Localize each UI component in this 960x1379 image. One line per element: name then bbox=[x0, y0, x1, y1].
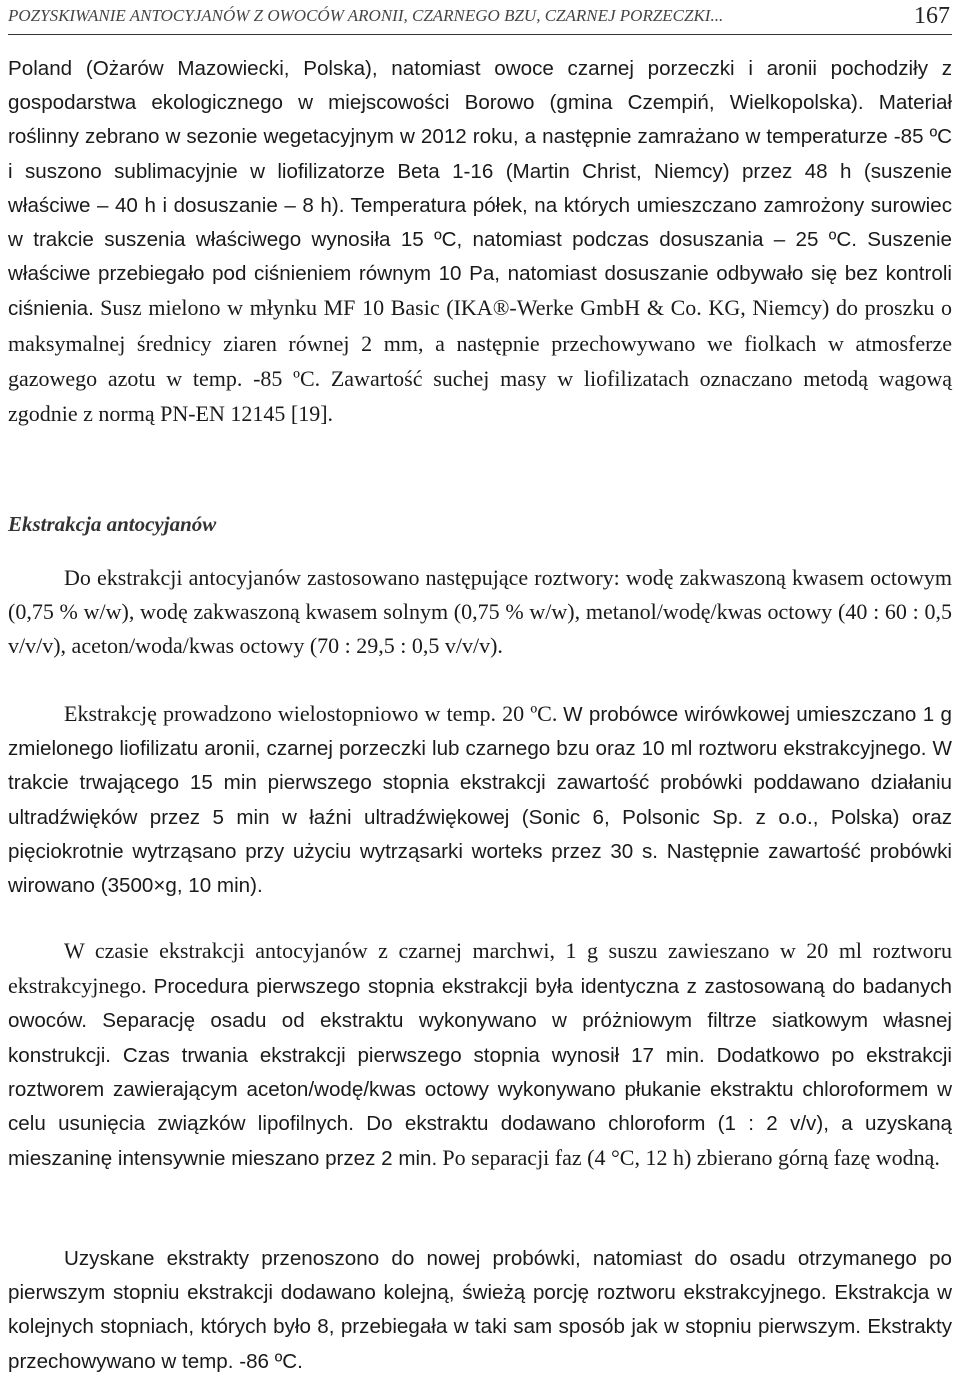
paragraph-extraction-steps: W probówce wirówkowej umieszczano 1 g zmielonego liofilizatu aronii, czarnej porzeczki lub czarnego bzu oraz 10 ml roztworu ekstrakcyjnego. W trakcie trwającego 15 min pierwszego stopnia ekstrakcji zawartość probówki poddawano działaniu ultradźwięków przez 5 min w łaźni ultradźwiękowej (Sonic 6, Polsonic Sp. z o.o., Polska) oraz pięciokrotnie wytrząsano przy użyciu wytrząsarki worteks przez 30 s. Następnie zawartość probówki wirowano (3500×g, 10 min). bbox=[8, 703, 953, 898]
paragraph-black-carrot-end: Po separacji faz (4 °C, 12 h) zbierano górną fazę wodną. bbox=[442, 1145, 940, 1171]
paragraph-solvents: Do ekstrakcji antocyjanów zastosowano następujące roztwory: wodę zakwaszoną kwasem octowym (0,75 % w/w), wodę zakwaszoną kwasem solnym (0,75 % w/w), metanol/wodę/kwas octowy (40 : 60 : 0,5 v/v/v), aceton/woda/kwas octowy (70 : 29,5 : 0,5 v/v/v). bbox=[8, 565, 952, 659]
paragraph-black-carrot-start: W czasie ekstrakcji antocyjanów z czarnej marchwi, 1 g suszu zawieszano w 20 ml roztworu ekstrakcyjnego. bbox=[8, 938, 952, 999]
paragraph-plant-material-drying: Poland (Ożarów Mazowiecki, Polska), natomiast owoce czarnej porzeczki i aronii pochodziły z gospodarstwa ekologicznego w miejscowości Borowo (gmina Czempiń, Wielkopolska). Materiał roślinny zebrano w sezonie wegetacyjnym w 2012 roku, a następnie zamrażano w temperaturze -85 ºC i suszono sublimacyjnie w liofilizatorze Beta 1-16 (Martin Christ, Niemcy) przez 48 h (suszenie właściwe – 40 h i dosuszanie – 8 h). Temperatura półek, na których umieszczano zamrożony surowiec w trakcie suszenia właściwego wynosiła 15 ºC, natomiast podczas dosuszania – 25 ºC. Suszenie właściwe przebiegało pod ciśnieniem równym 10 Pa, natomiast dosuszanie odbywało się bez kontroli ciśnienia. bbox=[8, 57, 952, 321]
paragraph-extraction-temperature: Ekstrakcję prowadzono wielostopniowo w temp. 20 ºC. bbox=[64, 701, 558, 726]
paragraph-extraction-procedure bbox=[8, 697, 952, 903]
running-title: POZYSKIWANIE ANTOCYJANÓW Z OWOCÓW ARONII, CZARNEGO BZU, CZARNEJ PORZECZKI... bbox=[8, 6, 724, 25]
paragraph-plant-material bbox=[8, 52, 952, 432]
running-header bbox=[8, 0, 952, 35]
paragraph-extract-storage: Uzyskane ekstrakty przenoszono do nowej probówki, natomiast do osadu otrzymanego po pierwszym stopniu ekstrakcji dodawano kolejną, świeżą porcję roztworu ekstrakcyjnego. Ekstrakcja w kolejnych stopniach, których było 8, przebiegała w taki sam sposób jak w stopniu pierwszym. Ekstrakty przechowywano w temp. -86 ºC. bbox=[8, 1247, 952, 1373]
page-number: 167 bbox=[914, 3, 950, 29]
document-page bbox=[8, 0, 952, 1379]
paragraph-black-carrot bbox=[8, 934, 952, 1176]
paragraph-black-carrot-procedure: Procedura pierwszego stopnia ekstrakcji była identyczna z zastosowaną do badanych owoców. Separację osadu od ekstraktu wykonywano w próżniowym filtrze siatkowym własnej konstrukcji. Czas trwania ekstrakcji pierwszego stopnia wynosił 17 min. Dodatkowo po ekstrakcji roztworem zawierającym aceton/wodę/kwas octowy wykonywano płukanie ekstraktu chloroformem w celu usunięcia związków lipofilnych. Do ekstraktu dodawano chloroform (1 : 2 v/v), a uzyskaną mieszaninę intensywnie mieszano przez 2 min. bbox=[8, 975, 952, 1171]
section-heading: Ekstrakcja antocyjanów bbox=[8, 512, 217, 536]
paragraph-plant-material-grinding: Susz mielono w młynku MF 10 Basic (IKA®-Werke GmbH & Co. KG, Niemcy) do proszku o maksymalnej średnicy ziaren równej 2 mm, a następnie przechowywano we fiolkach w atmosferze gazowego azotu w temp. -85 ºC. Zawartość suchej masy w liofilizatach oznaczano metodą wagową zgodnie z normą PN-EN 12145 [19]. bbox=[8, 295, 952, 427]
